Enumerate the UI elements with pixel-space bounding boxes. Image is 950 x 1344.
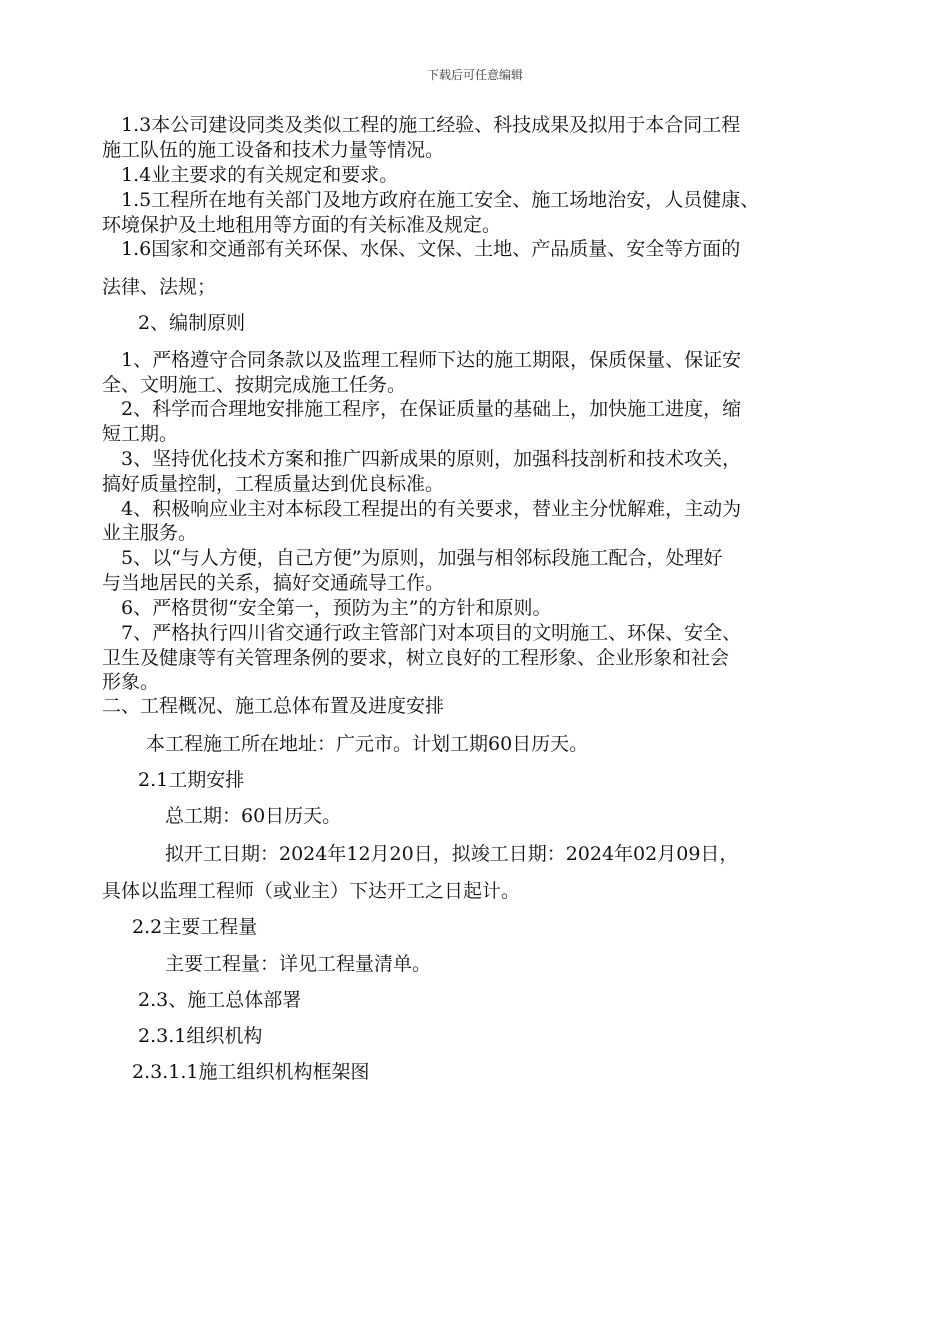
text-line: 1.6国家和交通部有关环保、水保、文保、土地、产品质量、安全等方面的 [121, 238, 741, 260]
page-header: 下载后可任意编辑 [426, 68, 523, 82]
text-line: 2、科学而合理地安排施工程序，在保证质量的基础上，加快施工进度，缩 [121, 398, 742, 420]
text-line: 具体以监理工程师（或业主）下达开工之日起计。 [102, 880, 521, 902]
text-line: 1.4业主要求的有关规定和要求。 [121, 164, 399, 186]
text-line: 6、严格贯彻“安全第一，预防为主”的方针和原则。 [121, 597, 552, 619]
text-line: 4、积极响应业主对本标段工程提出的有关要求，替业主分忧解难，主动为 [121, 498, 742, 520]
text-line: 全、文明施工、按期完成施工任务。 [102, 374, 407, 396]
text-line: 1、严格遵守合同条款以及监理工程师下达的施工期限，保质保量、保证安 [121, 349, 742, 371]
section-heading: 2.3.1.1施工组织机构框架图 [132, 1061, 370, 1083]
text-line: 5、以“与人方便，自己方便”为原则，加强与相邻标段施工配合，处理好 [121, 547, 723, 569]
text-line: 搞好质量控制，工程质量达到优良标准。 [102, 473, 445, 495]
text-line: 形象。 [102, 671, 160, 693]
text-line: 与当地居民的关系，搞好交通疏导工作。 [102, 572, 445, 594]
section-heading: 2.1工期安排 [138, 769, 245, 791]
text-line: 7、严格执行四川省交通行政主管部门对本项目的文明施工、环保、安全、 [121, 622, 742, 644]
section-heading: 2.2主要工程量 [132, 916, 258, 938]
text-line: 短工期。 [102, 423, 179, 445]
text-line: 拟开工日期：2024年12月20日，拟竣工日期：2024年02月09日， [165, 843, 739, 865]
text-line: 业主服务。 [102, 522, 198, 544]
section-heading: 2.3、施工总体部署 [138, 989, 302, 1011]
text-line: 施工队伍的施工设备和技术力量等情况。 [102, 139, 445, 161]
text-line: 法律、法规； [102, 276, 217, 298]
section-heading: 2、编制原则 [138, 312, 246, 334]
text-line: 1.3本公司建设同类及类似工程的施工经验、科技成果及拟用于本合同工程 [121, 114, 741, 136]
text-line: 1.5工程所在地有关部门及地方政府在施工安全、施工场地治安，人员健康、 [121, 189, 760, 211]
text-line: 环境保护及土地租用等方面的有关标准及规定。 [102, 214, 502, 236]
text-line: 3、坚持优化技术方案和推广四新成果的原则，加强科技剖析和技术攻关， [121, 448, 742, 470]
chapter-heading: 二、工程概况、施工总体布置及进度安排 [102, 695, 445, 717]
text-line: 本工程施工所在地址：广元市。计划工期60日历天。 [146, 733, 589, 755]
text-line: 卫生及健康等有关管理条例的要求，树立良好的工程形象、企业形象和社会 [102, 647, 730, 669]
section-heading: 2.3.1组织机构 [138, 1025, 263, 1047]
text-line: 总工期：60日历天。 [165, 805, 342, 827]
text-line: 主要工程量：详见工程量清单。 [165, 953, 432, 975]
